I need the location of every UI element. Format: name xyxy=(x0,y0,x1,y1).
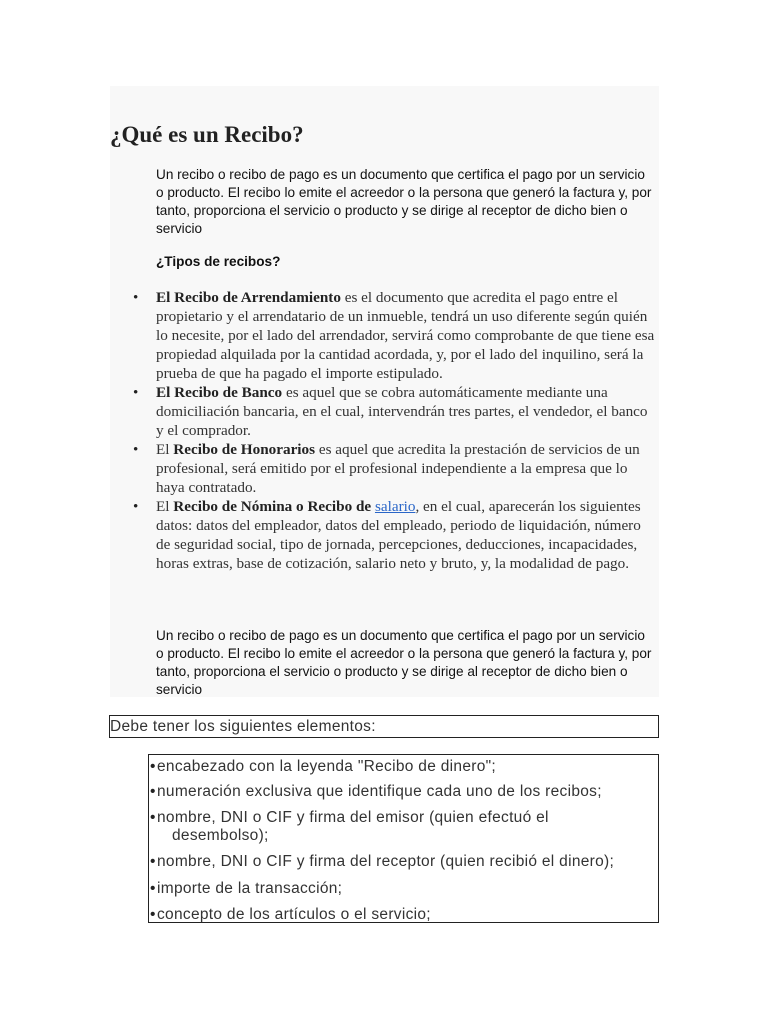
intro-paragraph: Un recibo o recibo de pago es un documento que certifica el pago por un servicio o producto. El recibo lo emite el acreedor o la persona que generó la factura y, por tanto, proporciona el servicio o producto y se dirige al receptor de dicho bien o servicio xyxy=(156,167,652,236)
list-item xyxy=(149,783,649,801)
list-item xyxy=(149,906,649,924)
item-description: , en el cual, aparecerán los siguientes datos: datos del empleador, datos del empleado, periodo de liquidación, número de seguridad social, tipo de jornada, percepciones, deducciones, incapacidades, horas extras, base de cotización, salario neto y bruto, y, la modalidad de pago. xyxy=(156,498,641,572)
item-description: es aquel que acredita la prestación de servicios de un profesional, será emitido por el profesional independiente a la empresa que lo haya contratado. xyxy=(156,441,640,496)
list-item xyxy=(133,440,658,497)
bullet-icon: • xyxy=(133,441,139,458)
element-text: numeración exclusiva que identifique cada uno de los recibos; xyxy=(157,783,602,800)
bullet-icon: • xyxy=(150,758,156,775)
page-title: ¿Qué es un Recibo? xyxy=(110,122,304,147)
bullet-icon: • xyxy=(150,880,156,897)
item-prefix: El xyxy=(156,498,174,515)
list-item xyxy=(149,809,649,845)
bullet-icon: • xyxy=(150,809,156,826)
bullet-icon: • xyxy=(150,906,156,923)
item-description: es aquel que se cobra automáticamente mediante una domiciliación bancaria, en el cual, intervendrán tres partes, el vendedor, el banco y el comprador. xyxy=(156,384,648,439)
item-term: Recibo de Nómina o Recibo de xyxy=(173,498,375,515)
elements-heading-box xyxy=(109,715,659,738)
list-item xyxy=(149,758,649,776)
element-text: importe de la transacción; xyxy=(157,880,343,897)
element-text: nombre, DNI o CIF y firma del receptor (quien recibió el dinero); xyxy=(157,853,615,870)
list-item xyxy=(149,853,649,871)
intro-paragraph-repeat: Un recibo o recibo de pago es un documento que certifica el pago por un servicio o producto. El recibo lo emite el acreedor o la persona que generó la factura y, por tanto, proporciona el servicio o producto y se dirige al receptor de dicho bien o servicio xyxy=(156,628,652,697)
element-text-continuation: desembolso); xyxy=(172,827,269,844)
element-text: encabezado con la leyenda "Recibo de dinero"; xyxy=(157,758,497,775)
receipt-types-list xyxy=(133,288,658,573)
bullet-icon: • xyxy=(133,384,139,401)
required-elements-list xyxy=(148,754,659,923)
element-text: concepto de los artículos o el servicio; xyxy=(157,906,431,923)
item-term: El Recibo de Arrendamiento xyxy=(156,289,341,306)
list-item xyxy=(133,497,658,573)
bullet-icon: • xyxy=(133,289,139,306)
item-description: es el documento que acredita el pago entre el propietario y el arrendatario de un inmueble, tendrá un uso diferente según quién lo necesite, por el lado del arrendador, servirá como comprobante de que tiene esa propiedad alquilada por la cantidad acordada, y, por el lado del inquilino, será la prueba de que ha pagado el importe estipulado. xyxy=(156,289,655,382)
elements-heading: Debe tener los siguientes elementos: xyxy=(110,718,376,735)
bullet-icon: • xyxy=(150,783,156,800)
salario-link[interactable]: salario xyxy=(374,498,416,515)
bullet-icon: • xyxy=(150,853,156,870)
item-prefix: El xyxy=(156,441,174,458)
list-item xyxy=(149,880,649,898)
element-text: nombre, DNI o CIF y firma del emisor (quien efectuó el xyxy=(157,809,549,826)
bullet-icon: • xyxy=(133,498,139,515)
item-term: El Recibo de Banco xyxy=(156,384,283,401)
list-item xyxy=(133,383,658,440)
types-heading: ¿Tipos de recibos? xyxy=(156,254,281,269)
item-term: Recibo de Honorarios xyxy=(173,441,316,458)
list-item xyxy=(133,288,658,383)
